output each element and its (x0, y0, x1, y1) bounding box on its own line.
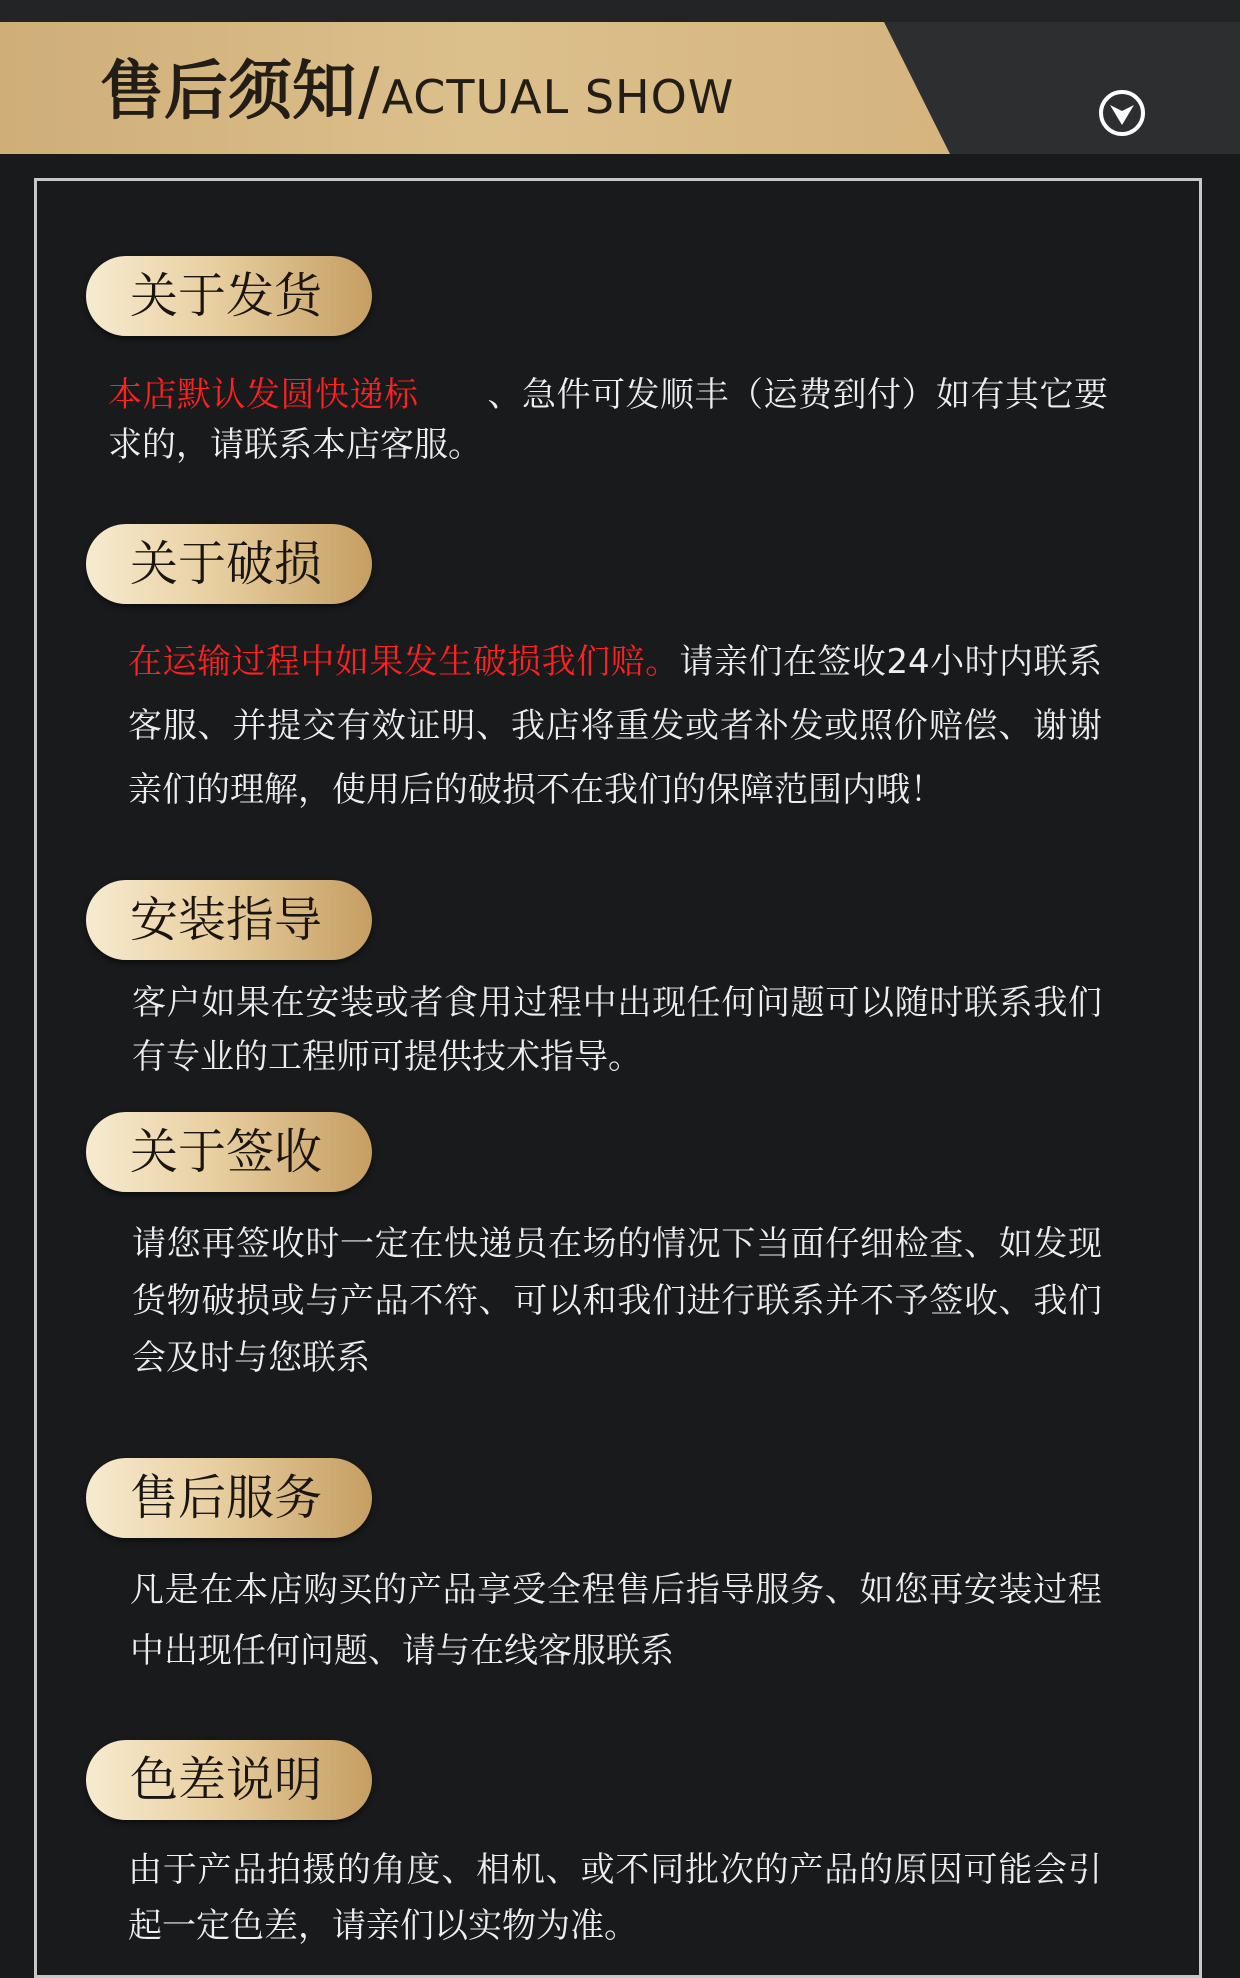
body-text: 、急件可发顺丰（运费到付）如有其它要求的，请联系本店客服。 (108, 375, 1108, 465)
section-heading-service (86, 1458, 372, 1538)
section-title: 关于发货 (130, 268, 323, 324)
section-text-color (128, 1842, 1102, 1954)
chevron-down-circle-icon[interactable] (1099, 90, 1145, 136)
section-text-install (132, 976, 1102, 1084)
section-text-damage (128, 630, 1102, 822)
section-heading-install (86, 880, 372, 960)
body-text: 请您再签收时一定在快递员在场的情况下当面仔细检查、如发现货物破损或与产品不符、可以和我们进行联系并不予签收、我们会及时与您联系 (132, 1224, 1102, 1378)
section-heading-damage (86, 524, 372, 604)
section-title: 关于破损 (130, 536, 323, 592)
page-title (100, 52, 734, 137)
text-gap (419, 375, 488, 415)
section-title: 安装指导 (130, 892, 323, 948)
body-text: 客户如果在安装或者食用过程中出现任何问题可以随时联系我们有专业的工程师可提供技术指导。 (132, 983, 1102, 1077)
section-title: 售后服务 (130, 1470, 323, 1526)
title-subtitle: ACTUAL SHOW (381, 70, 735, 124)
top-strip (0, 0, 1240, 22)
section-heading-shipping (86, 256, 372, 336)
section-heading-signing (86, 1112, 372, 1192)
section-text-signing (132, 1216, 1102, 1387)
chevron-down-icon (1107, 99, 1137, 129)
title-slash: / (358, 55, 380, 129)
body-text: 由于产品拍摄的角度、相机、或不同批次的产品的原因可能会引起一定色差，请亲们以实物为准。 (128, 1850, 1102, 1946)
highlight-text: 在运输过程中如果发生破损我们赔。 (128, 642, 680, 682)
section-text-service (130, 1560, 1102, 1682)
section-text-shipping (108, 370, 1108, 470)
section-title: 关于签收 (130, 1124, 323, 1180)
body-text: 凡是在本店购买的产品享受全程售后指导服务、如您再安装过程中出现任何问题、请与在线客服联系 (130, 1570, 1102, 1671)
header-banner (0, 22, 1240, 154)
section-title: 色差说明 (130, 1752, 323, 1808)
body-text: 请亲们在签收24小时内联系客服、并提交有效证明、我店将重发或者补发或照价赔偿、谢谢亲们的理解，使用后的破损不在我们的保障范围内哦！ (128, 642, 1102, 810)
title-main: 售后须知 (100, 55, 356, 129)
section-heading-color (86, 1740, 372, 1820)
highlight-text: 本店默认发圆快递标 (108, 375, 419, 415)
